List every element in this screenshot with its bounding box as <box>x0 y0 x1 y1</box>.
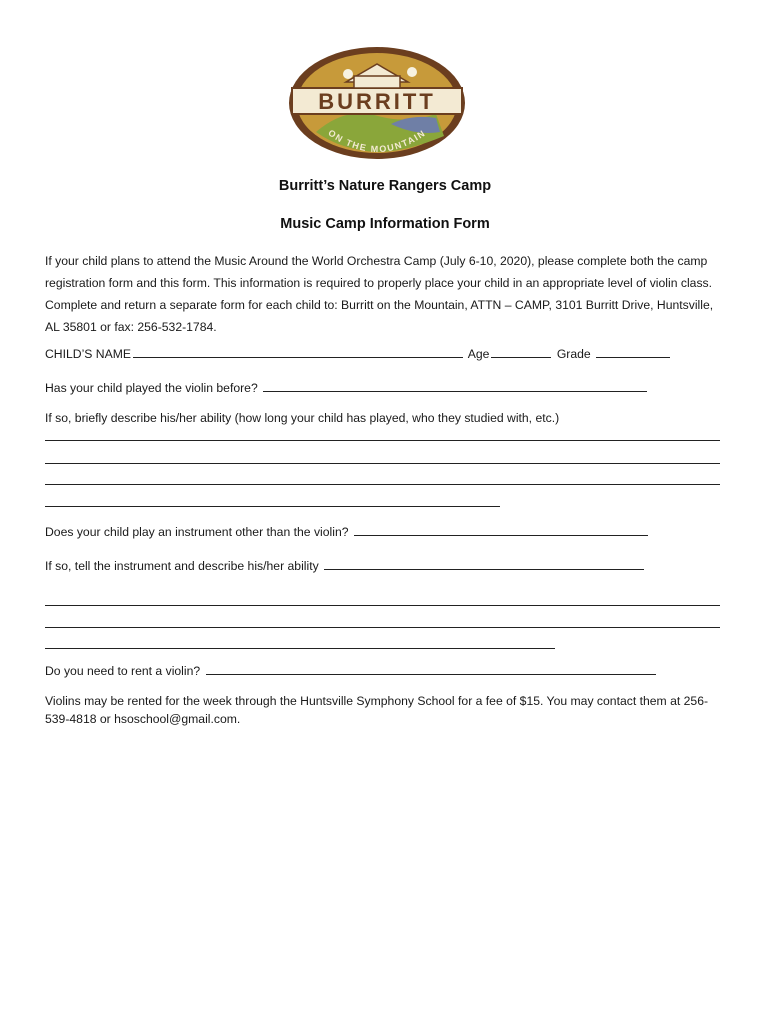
instrument-line-2[interactable] <box>45 627 720 628</box>
instrument-line-3[interactable] <box>45 648 555 649</box>
burritt-logo <box>286 44 468 162</box>
other-instrument-field[interactable] <box>354 523 648 536</box>
logo-name: BURRITT <box>318 89 436 114</box>
ability-line-1[interactable] <box>45 440 720 441</box>
rent-violin-row <box>45 662 658 678</box>
rent-violin-field[interactable] <box>206 662 656 675</box>
ability-line-4[interactable] <box>45 506 500 507</box>
ability-label: If so, briefly describe his/her ability (how long your child has played, who they studied with, etc.) <box>45 411 560 425</box>
tell-instrument-row <box>45 557 646 573</box>
other-instrument-row <box>45 523 650 539</box>
rental-note: Violins may be rented for the week through the Huntsville Symphony School for a fee of $15. You may contact them at 256-539-4818 or hsoschool@gmail.com. <box>45 694 709 726</box>
age-field[interactable] <box>491 345 551 358</box>
played-violin-label: Has your child played the violin before? <box>45 381 258 395</box>
other-instrument-label: Does your child play an instrument other than the violin? <box>45 525 349 539</box>
camp-title: Burritt’s Nature Rangers Camp <box>278 178 492 194</box>
grade-label: Grade <box>556 347 591 361</box>
instrument-line-1[interactable] <box>45 605 720 606</box>
rent-violin-label: Do you need to rent a violin? <box>45 664 201 678</box>
tell-instrument-label: If so, tell the instrument and describe his/her ability <box>45 559 319 573</box>
tell-instrument-field[interactable] <box>324 557 644 570</box>
intro-paragraph: If your child plans to attend the Music Around the World Orchestra Camp (July 6-10, 2020), please complete both the camp registration form and this form. This information is required to properly place your child in an appropriate level of violin class. Complete and return a separate form for each child to: Burritt on the Mountain, ATTN – CAMP, 3101 Burritt Drive, Huntsville, AL 35801 or fax: 256-532-1784. <box>45 254 714 334</box>
form-title: Music Camp Information Form <box>280 216 490 232</box>
child-info-row <box>45 345 672 361</box>
played-violin-row <box>45 379 649 395</box>
age-label: Age <box>467 347 490 361</box>
child-name-label: CHILD’S NAME <box>45 347 132 361</box>
logo-tagline: ON THE MOUNTAIN <box>326 127 428 155</box>
child-name-field[interactable] <box>133 345 463 358</box>
ability-line-3[interactable] <box>45 484 720 485</box>
grade-field[interactable] <box>596 345 670 358</box>
played-violin-field[interactable] <box>263 379 647 392</box>
ability-line-2[interactable] <box>45 463 720 464</box>
